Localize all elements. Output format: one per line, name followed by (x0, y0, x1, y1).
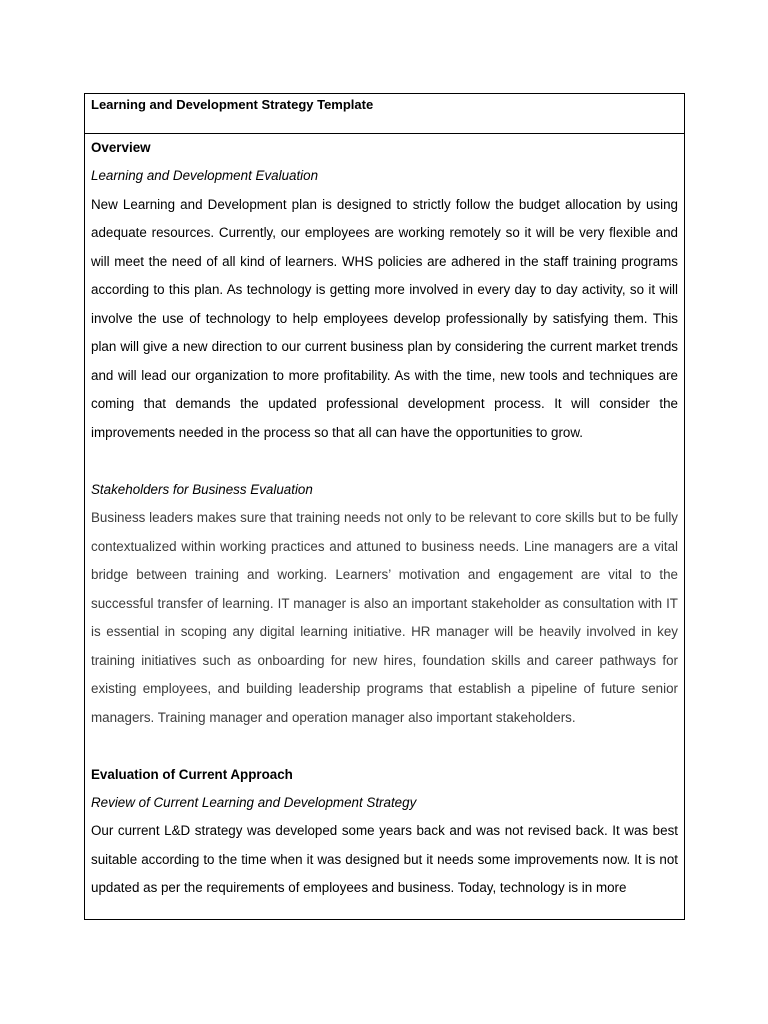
overview-heading: Overview (91, 140, 151, 155)
overview-subheading: Learning and Development Evaluation (91, 168, 319, 183)
stakeholders-subheading: Stakeholders for Business Evaluation (91, 481, 313, 497)
current-approach-heading: Evaluation of Current Approach (91, 766, 293, 782)
document-title: Learning and Development Strategy Template (85, 94, 684, 134)
current-approach-paragraph: Our current L&D strategy was developed some years back and was not revised back. It was best suitable according to the time when it was designed but it needs some improvements now. It is not updated as per the requirements of employees and business. Today, technology is in more (91, 823, 678, 895)
document-body (85, 134, 684, 903)
document-table (84, 93, 685, 920)
overview-paragraph: New Learning and Development plan is designed to strictly follow the budget allocation by using adequate resources. Currently, our employees are working remotely so it will be very flexible and will meet the need of all kind of learners. WHS policies are adhered in the staff training programs according to this plan. As technology is getting more involved in every day to day activity, so it will involve the use of technology to help employees develop professionally by satisfying them. This plan will give a new direction to our current business plan by considering the current market trends and will lead our organization to more profitability. As with the time, new tools and techniques are coming that demands the updated professional development process. It will consider the improvements needed in the process so that all can have the opportunities to grow. (91, 196, 678, 440)
spacer (91, 732, 678, 761)
stakeholders-paragraph: Business leaders makes sure that training needs not only to be relevant to core skills but to be fully contextualized within working practices and attuned to business needs. Line managers are a vital bridge between training and working. Learners’ motivation and engagement are vital to the successful transfer of learning. IT manager is also an important stakeholder as consultation with IT is essential in scoping any digital learning initiative. HR manager will be heavily involved in key training initiatives such as onboarding for new hires, foundation skills and career pathways for existing employees, and building leadership programs that establish a pipeline of future senior managers. Training manager and operation manager also important stakeholders. (91, 510, 678, 725)
spacer (91, 447, 678, 476)
current-approach-subheading: Review of Current Learning and Development Strategy (91, 794, 417, 810)
